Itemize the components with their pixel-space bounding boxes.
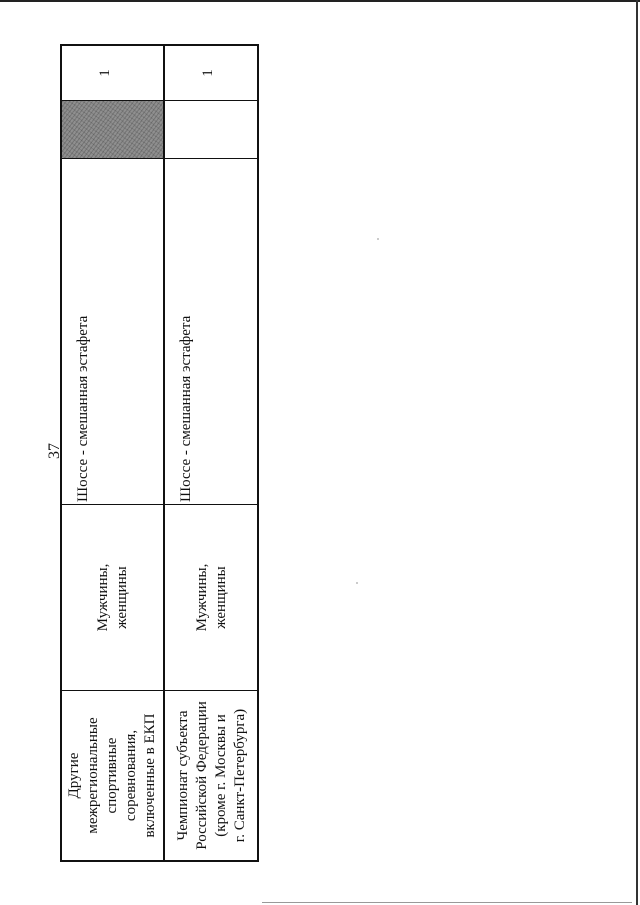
- count-cell: 1: [200, 69, 216, 77]
- empty-cell: [165, 100, 259, 158]
- competition-name-cell: Чемпионат субъекта Российской Федерации (кроме г. Москвы и г. Санкт-Петербурга): [165, 690, 259, 860]
- shaded-cell: [62, 100, 163, 158]
- rotated-page: [46, 44, 320, 905]
- gender-cell: Мужчины, женщины: [165, 504, 259, 690]
- competition-name-cell: Другие межрегиональные спортивные соревнования, включенные в ЕКП: [62, 690, 163, 860]
- scan-border-top: [0, 0, 640, 2]
- scan-speck: [356, 582, 358, 584]
- discipline-cell: Шоссе - смешанная эстафета: [62, 158, 163, 504]
- discipline-cell: Шоссе - смешанная эстафета: [165, 158, 259, 504]
- scan-border-right: [636, 0, 638, 905]
- table-row: [62, 46, 163, 860]
- page-number: 37: [46, 443, 63, 459]
- results-table: [60, 44, 259, 862]
- scan-speck: [377, 238, 379, 240]
- gender-cell: Мужчины, женщины: [62, 504, 163, 690]
- table-row: [163, 46, 259, 860]
- count-cell: 1: [97, 69, 113, 77]
